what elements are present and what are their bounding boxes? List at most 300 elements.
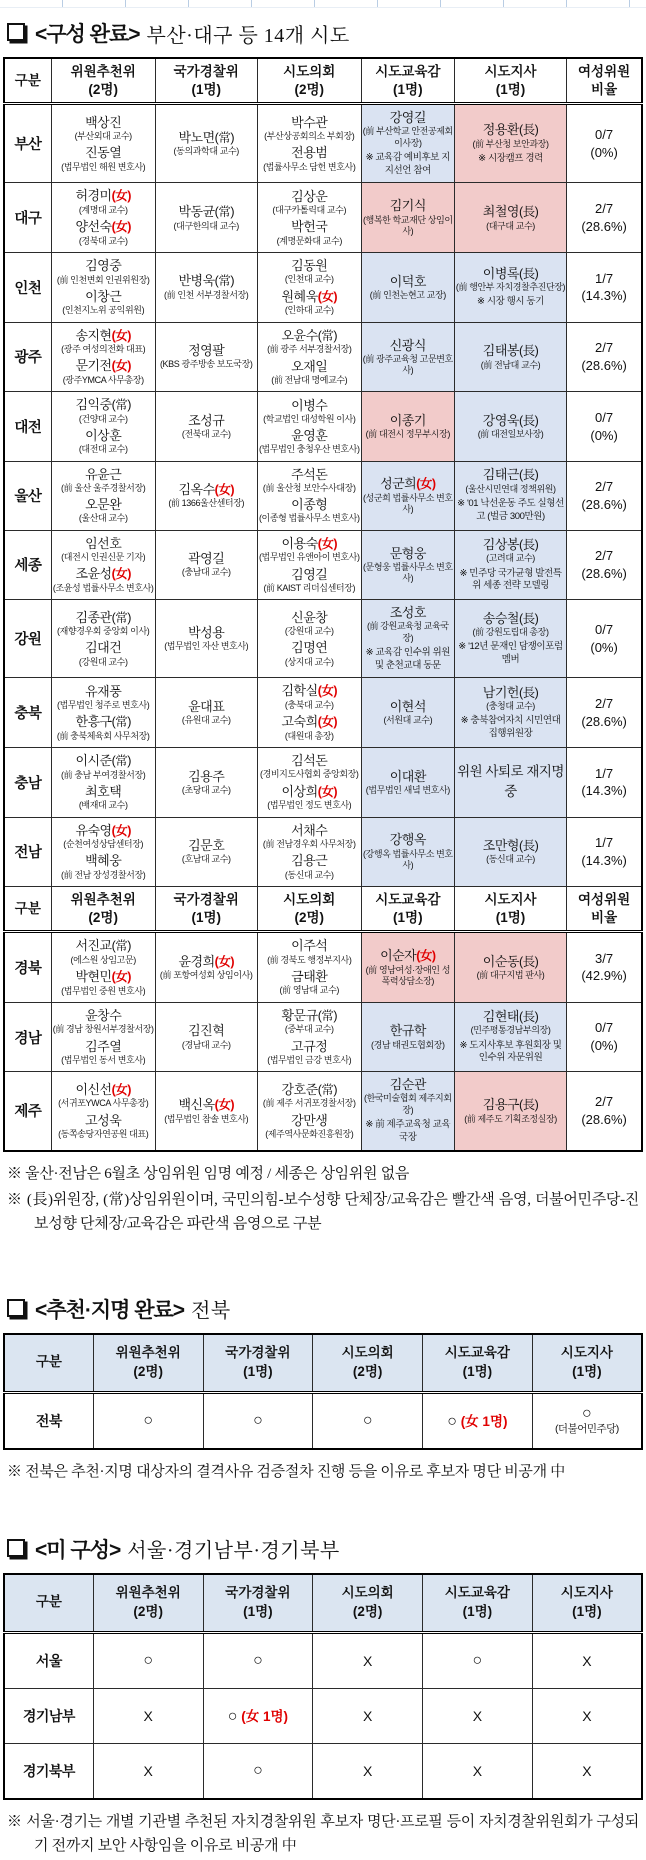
member-tag: (長) [518,468,539,483]
member-name [53,115,154,131]
cell-status [93,1632,203,1688]
member-name [259,115,360,131]
cell-council [257,104,361,183]
cell-superintendent [361,392,454,461]
section2-title-bold: <추천·지명 완료> [35,1298,185,1322]
member-name [259,714,360,731]
status-female-count: (女 1명) [456,1414,508,1430]
member-tag: (女) [111,189,131,204]
cell-recommenders [51,183,155,253]
ratio-fraction: 2/7 [595,1094,614,1110]
member-name [259,258,360,274]
cell-recommenders [51,1072,155,1151]
header-label: 여성위원 [578,891,631,907]
header-label: 시도의회 [283,891,336,907]
member-affiliation: (前 포항여성회 상임이사) [159,970,253,981]
member-affiliation: (강원대 교수) [284,626,334,637]
member-name-text: 김종관 [75,609,112,625]
member-name [53,823,154,840]
committee-member [53,289,154,317]
member-affiliation: (고려대 교수) [486,553,535,564]
cell-recommenders [51,600,155,678]
member-name [53,753,154,770]
member-affiliation: (前 1366울산센터장) [168,498,245,509]
cell-national-police [155,322,257,392]
cell-council [257,932,361,1003]
member-name-text: 남기헌 [482,684,519,700]
status-row [4,1392,642,1449]
ratio-fraction: 2/7 [595,201,614,217]
member-name [157,130,256,147]
member-name-text: 조윤성 [75,566,112,582]
ratio-fraction: 0/7 [595,127,614,143]
member-name-text: 이순동 [482,953,519,969]
header-label: 시도교육감 [444,1345,510,1361]
header-cell-gubun: 구분 [4,1574,93,1633]
committee-member [259,398,360,426]
status-mark: X [472,1762,483,1779]
ratio-percent: (28.6%) [581,357,627,373]
committee-member [259,567,360,595]
status-mark: X [143,1707,153,1724]
member-name-text: 박헌국 [291,219,328,235]
cell-national-police [155,183,257,253]
member-affiliation: (계명문화대 교수) [276,235,342,246]
member-name-text: 김옥수 [178,481,215,497]
member-name-text: 김대건 [85,640,122,656]
member-note: ※ 시장캠프 경력 [478,152,543,164]
member-name-text: 송지현 [75,327,112,343]
member-affiliation: (성군희 법률사무소 변호사) [362,492,453,515]
committee-member [259,1039,360,1067]
member-name-text: 박동균 [178,203,215,219]
member-affiliation: (조윤성 법률사무소 변호사) [52,582,154,593]
header-label: 국가경찰위 [173,64,239,79]
member-name [259,428,360,444]
cell-governor [454,322,566,392]
status-row [4,1688,642,1743]
cell-governor [454,817,566,886]
member-affiliation: (前 광주교육청 고문변호사) [362,353,453,376]
member-name-text: 김영길 [291,566,328,582]
member-name [157,273,256,290]
member-name-text: 백상진 [85,114,122,130]
member-affiliation: (서원대 교수) [383,715,433,726]
committee-member [53,1008,154,1036]
cell-superintendent [361,817,454,886]
cell-superintendent [361,1002,454,1071]
member-name [456,413,565,430]
member-name-text: 이창근 [85,288,122,304]
member-name [363,948,453,965]
member-tag: (女) [317,536,338,551]
region-row [4,322,642,392]
header-sub: 비율 [591,909,618,925]
spreadsheet-gridline-strip [0,0,646,8]
committee-member [456,204,565,232]
cell-superintendent [361,461,454,530]
committee-member [259,853,360,881]
ratio-percent: (28.6%) [581,1111,627,1127]
cell-council [257,1002,361,1071]
header-label: 국가경찰위 [225,1585,291,1601]
member-affiliation: (前 대구지법 판사) [476,970,545,981]
cell-governor [454,530,566,599]
committee-member [53,358,154,386]
member-name-text: 성군희 [380,476,417,492]
status-mark: ○ [227,1708,238,1726]
member-name [363,699,453,715]
member-tag: (長) [518,838,539,853]
member-affiliation: (前 제주도 기획조정실장) [464,1113,557,1124]
cell-superintendent [361,183,454,253]
member-name-text: 주석돈 [291,466,328,482]
member-tag: (女) [111,328,131,343]
cell-female-ratio [567,322,642,392]
member-tag: (常) [214,204,234,219]
member-affiliation: (경남 태권도협회장) [370,1039,445,1050]
member-name [456,467,565,484]
status-mark: ○ [143,1411,154,1429]
member-affiliation: (동쪽송당자연공원 대표) [58,1128,149,1139]
status-mark: ○ [253,1411,263,1429]
header-sub: (1명) [393,909,423,925]
member-name-text: 이종형 [291,497,328,513]
cell-council [257,600,361,678]
committee-member [53,610,154,638]
member-name [53,853,154,869]
status-mark: X [582,1762,592,1779]
cell-status [313,1392,423,1449]
cell-region: 경기남부 [4,1688,93,1743]
committee-member [53,969,154,997]
committee-member [53,219,154,247]
header-sub: (2명) [133,1603,163,1619]
member-affiliation: (법무법인 청주로 변호사) [57,699,150,710]
member-tag: (長) [518,266,539,281]
header-cell [454,58,566,104]
member-affiliation: (前 대전일보사장) [477,429,544,440]
member-name [53,219,154,236]
member-affiliation: (인천대 교수) [284,274,334,285]
member-name [53,684,154,700]
member-name [259,784,360,801]
header-sub: (1명) [572,1363,602,1379]
member-note: ※ '12년 문재인 담쟁이포럼 멤버 [458,641,563,666]
committee-member [456,685,565,742]
cell-status [313,1743,423,1799]
committee-member [53,823,154,851]
member-name [53,328,154,345]
committee-member [157,273,256,301]
member-affiliation: (울산시민연대 정책위원) [465,484,556,495]
member-name-text: 김기식 [389,198,426,214]
section2-title-rest: 전북 [191,1300,231,1323]
cell-council [257,1072,361,1151]
committee-member [259,784,360,812]
member-affiliation: (前 전남대 교수) [480,359,541,370]
committee-member [363,546,453,585]
member-name [53,188,154,205]
member-name [53,397,154,414]
member-affiliation: (前 행안부 자치경찰추진단장) [455,282,566,293]
member-name [53,467,154,483]
member-name-text: 황문규 [281,1007,318,1023]
table-header-row [4,1334,642,1393]
cell-status [93,1392,203,1449]
member-name [157,204,256,221]
member-affiliation: (동의과학대 교수) [173,146,239,157]
member-name [53,536,154,552]
member-name [363,1077,453,1093]
member-name [259,969,360,985]
status-mark: ○ [253,1651,263,1669]
member-name-text: 오윤수 [281,327,318,343]
member-name [259,1008,360,1025]
member-name [456,954,565,971]
member-affiliation: (충남대 교수) [181,567,231,578]
committee-member [259,145,360,173]
member-tag: (長) [518,954,539,969]
member-name-text: 이신선 [75,1081,112,1097]
cell-status [93,1743,203,1799]
cell-recommenders [51,530,155,599]
committee-member [157,954,256,982]
member-name-text: 김현태 [482,1008,519,1024]
committee-member [363,338,453,377]
member-affiliation: (법무법인 금강 변호사) [267,1054,352,1065]
member-tag: (長) [518,537,539,552]
member-tag: (常) [111,398,131,413]
status-mark: ○ [143,1651,154,1669]
member-affiliation: (부산외대 교수) [74,131,132,142]
footnote: ※ (長)위원장, (常)상임위원이며, 국민의힘-보수성향 단체장/교육감은 빨간색 음영, 더불어민주당-진보성향 단체장/교육감은 파란색 음영으로 구분 [7,1191,639,1232]
committee-member [53,188,154,216]
status-mark: ○ [362,1411,373,1429]
ratio-fraction: 2/7 [595,340,614,356]
member-name-text: 백신옥 [178,1096,215,1112]
cell-national-police [155,932,257,1003]
header-sub: (2명) [88,909,118,925]
member-name [363,546,453,562]
member-note: ※ 교육감 인수위 위원 및 춘천교대 동문 [365,646,451,671]
committee-member [259,938,360,966]
member-name-text: 신광식 [389,337,426,353]
ratio-fraction: 1/7 [595,270,614,286]
committee-member [363,769,453,797]
member-name-text: 문형웅 [389,545,426,561]
cell-female-ratio [567,748,642,817]
header-cell [203,1574,313,1633]
cell-council [257,748,361,817]
member-tag: (長) [518,1009,539,1024]
member-affiliation: (한국미술협회 제주지회장) [364,1093,452,1115]
header-sub: (2명) [88,81,118,97]
ratio-percent: (28.6%) [581,218,627,234]
region-row [4,461,642,530]
committee-member [53,1113,154,1141]
member-name-text: 문기전 [75,358,112,374]
member-affiliation: (前 충남 부여경찰서장) [61,769,146,780]
member-tag: (長) [518,204,539,219]
cell-recommenders [51,461,155,530]
member-name [259,1082,360,1099]
cell-region: 서울 [4,1632,93,1688]
cell-council [257,253,361,322]
committee-member [456,467,565,524]
member-name [363,476,453,493]
committee-member [363,605,453,672]
member-affiliation: (前 인천 서부경찰서장) [164,290,249,301]
ratio-percent: (0%) [590,144,618,160]
member-name [259,189,360,205]
square-bullet-icon [7,1299,25,1317]
member-name-text: 백혜웅 [85,853,122,869]
section1-footnotes [7,1162,639,1236]
member-name [53,289,154,305]
header-sub: (1명) [393,81,423,97]
ratio-percent: (28.6%) [581,496,627,512]
member-name [53,640,154,656]
member-name-text: 김상봉 [482,536,519,552]
cell-superintendent [361,104,454,183]
member-affiliation: (대원대 총장) [284,730,334,741]
ratio-fraction: 0/7 [595,622,614,638]
member-tag: (女) [317,289,338,304]
cell-female-ratio [567,392,642,461]
member-affiliation: (대구한의대 교수) [173,220,239,231]
header-sub: (1명) [191,81,221,97]
member-affiliation: (대구카톨릭대 교수) [272,205,347,216]
cell-status [313,1632,423,1688]
committee-member [456,954,565,982]
member-name-text: 이종기 [389,412,426,428]
ratio-percent: (0%) [590,427,618,443]
member-affiliation: (前 강원도립대 총장) [472,627,549,638]
header-label: 시도교육감 [375,891,441,907]
spacer [0,1238,646,1284]
committee-member [259,467,360,495]
cell-region: 충북 [4,678,51,748]
member-name-text: 박현민 [75,968,112,984]
committee-member [456,1009,565,1066]
member-name [363,1023,453,1039]
header-label: 시도교육감 [444,1585,510,1601]
member-name [363,338,453,354]
member-tag: (女) [214,1097,234,1112]
cell-status [532,1743,642,1799]
member-affiliation: (서귀포YWCA 사무총장) [58,1098,149,1109]
header-cell [532,1574,642,1633]
cell-female-ratio [567,183,642,253]
committee-member [53,1039,154,1067]
header-cell [51,886,155,931]
cell-national-police [155,253,257,322]
member-name [157,954,256,971]
committee-member [53,428,154,456]
cell-status [532,1632,642,1688]
member-affiliation: (前 충북체육회 사무처장) [56,730,150,741]
member-name [53,497,154,513]
section2-title [5,1294,641,1324]
status-female-count: (女 1명) [237,1709,289,1725]
member-name [157,343,256,359]
member-name-text: 고성욱 [85,1112,122,1128]
member-tag: (女) [111,359,131,374]
committee-member [259,359,360,387]
committee-member [157,413,256,441]
member-name-text: 진동열 [85,145,122,161]
cell-superintendent [361,1072,454,1151]
table-header-row [4,1574,642,1633]
header-cell [51,58,155,104]
member-affiliation: (인하대 교수) [284,305,334,316]
square-bullet-icon [7,1539,25,1557]
member-name-text: 고규정 [291,1038,328,1054]
cell-council [257,461,361,530]
footnote: ※ 전북은 추천·지명 대상자의 결격사유 검증절차 진행 등을 이유로 후보자 명단 비공개 中 [7,1463,565,1480]
member-name-text: 서채수 [291,822,328,838]
member-affiliation: (재향경우회 중앙회 이사) [57,626,150,637]
cell-status [423,1743,533,1799]
committee-member [259,189,360,217]
header-label: 국가경찰위 [173,891,239,907]
cell-superintendent [361,748,454,817]
member-tag: (女) [416,948,436,963]
status-mark: X [472,1707,483,1724]
member-name [259,145,360,161]
member-name [53,938,154,955]
region-row [4,530,642,599]
member-name [363,110,453,126]
member-name [53,1082,154,1099]
committee-member [157,482,256,510]
committee-member [157,343,256,371]
member-name-text: 고숙희 [281,714,318,730]
header-sub: (1명) [495,909,526,925]
header-label: 시도교육감 [375,64,441,79]
header-label: 위원추천위 [115,1345,181,1361]
member-name [363,198,453,214]
committee-member [157,130,256,158]
member-affiliation: (경남대 교수) [181,1039,231,1050]
member-affiliation: (대구대 교수) [486,220,535,231]
committee-member [363,699,453,727]
member-name [157,1023,256,1039]
member-name [53,258,154,274]
committee-member [53,938,154,966]
member-affiliation: (대전시 인권신문 기자) [61,551,146,562]
cell-female-ratio [567,530,642,599]
member-name-text: 김태근 [482,467,519,483]
member-name-text: 김석돈 [291,753,328,769]
member-name-text: 최호택 [85,784,122,800]
member-note: ※ 시장 행시 동기 [477,296,544,308]
member-tag: (常) [317,1082,338,1097]
status-mark: X [582,1707,592,1724]
ratio-fraction: 2/7 [595,479,614,495]
table-header-row [4,886,642,931]
member-name [259,753,360,769]
member-name-text: 전용범 [291,145,328,161]
cell-council [257,392,361,461]
committee-member [363,110,453,177]
member-name-text: 유윤근 [85,466,122,482]
section1-title [5,18,641,48]
member-name [259,328,360,345]
member-name [53,566,154,583]
region-row [4,1002,642,1071]
